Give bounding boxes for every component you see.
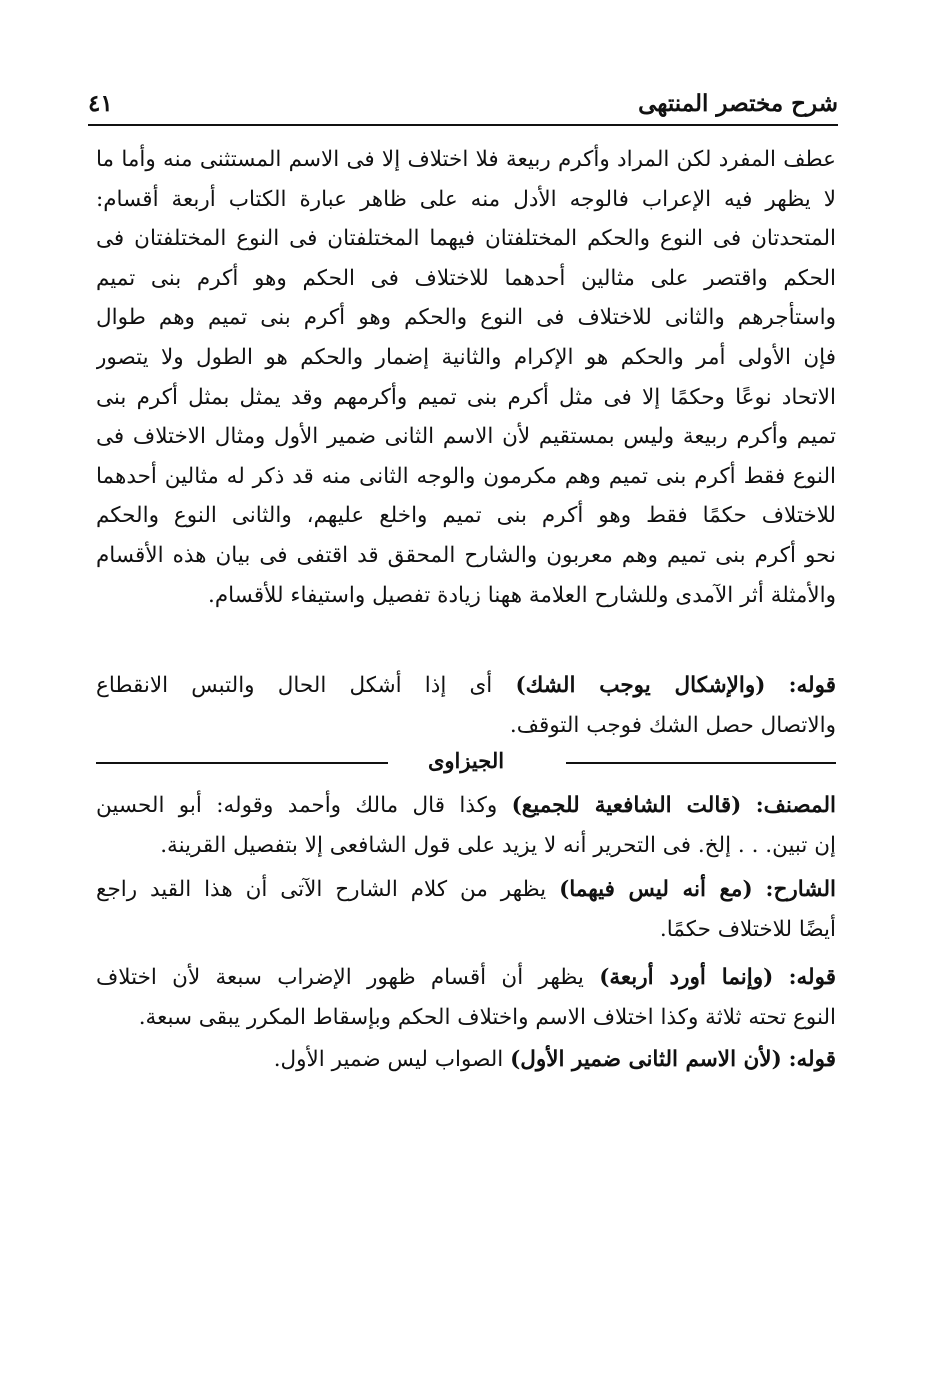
gloss-sharih <box>96 870 836 949</box>
qawl-label: قوله: <box>788 673 836 698</box>
quoted-phrase: (مع أنه ليس فيهما) <box>559 877 753 902</box>
qawl-label: قوله: <box>788 965 836 990</box>
quoted-phrase: (قالت الشافعية للجميع) <box>511 793 742 818</box>
gloss-text: يظهر من كلام الشارح الآتى أن هذا القيد راجع <box>96 877 547 902</box>
quoted-phrase: (والإشكال يوجب الشك) <box>515 673 766 698</box>
text-line <box>96 666 836 706</box>
text-line: إن تبين. . . إلخ. فى التحرير أنه لا يزيد على قول الشافعى إلا بتفصيل القرينة. <box>160 832 836 858</box>
text-line: والأمثلة أثر الآمدى وللشارح العلامة ههنا زيادة تفصيل واستيفاء للأقسام. <box>207 582 836 608</box>
text-line: والاتصال حصل الشك فوجب التوقف. <box>509 712 836 738</box>
commentary-qawl-1 <box>96 666 836 745</box>
main-text <box>96 140 836 615</box>
text-line: لا يظهر فيه الإعراب فالوجه الأدل منه على ظاهر عبارة الكتاب أربعة أقسام: <box>96 186 836 212</box>
text-line: النوع فقط أكرم بنى تميم وهم مكرمون والوجه الثانى منه قد ذكر له مثالين أحدهما <box>96 463 836 489</box>
text-line <box>96 786 836 826</box>
text-line <box>96 1040 836 1080</box>
text-line <box>96 958 836 998</box>
text-line: للاختلاف حكمًا فقط وهو أكرم بنى تميم واخلع عليهم، والثانى النوع والحكم <box>96 503 836 529</box>
gloss-musannif <box>96 786 836 865</box>
text-line: عطف المفرد لكن المراد وأكرم ربيعة فلا اختلاف إلا فى الاسم المستثنى منه وأما ما <box>96 147 836 172</box>
gloss-label: المصنف: <box>755 793 836 818</box>
section-divider <box>96 746 836 776</box>
text-line: نحو أكرم بنى تميم وهم معربون والشارح المحقق قد اقتفى فى بيان هذه الأقسام <box>96 542 836 568</box>
text-line: أيضًا للاختلاف حكمًا. <box>659 916 836 942</box>
text-line: النوع تحته ثلاثة وكذا اختلاف الاسم واختلاف الحكم وبإسقاط المكرر يبقى سبعة. <box>138 1004 836 1030</box>
book-title: شرح مختصر المنتهى <box>638 90 838 117</box>
quoted-phrase: (وإنما أورد أربعة) <box>599 965 774 990</box>
text-line <box>96 870 836 910</box>
gloss-text: يظهر أن أقسام ظهور الإضراب سبعة لأن اختلاف <box>96 965 584 990</box>
gloss-qawl-2 <box>96 958 836 1037</box>
text-line: تميم وأكرم ربيعة وليس بمستقيم لأن الاسم الثانى ضمير الأول ومثال الاختلاف فى <box>96 424 836 450</box>
qawl-label: قوله: <box>788 1047 836 1072</box>
gloss-text: الصواب ليس ضمير الأول. <box>273 1047 504 1072</box>
quoted-phrase: (لأن الاسم الثانى ضمير الأول) <box>510 1047 782 1072</box>
header-rule <box>88 124 838 126</box>
gloss-label: الشارح: <box>765 877 836 902</box>
commentary-text: أى إذا أشكل الحال والتبس الانقطاع <box>96 673 493 698</box>
text-line: فإن الأولى أمر والحكم هو الإكرام والثانية إضمار والحكم هو الطول ولا يتصور <box>96 344 836 370</box>
text-line: واستأجرهم والثانى للاختلاف فى النوع والحكم وهو أكرم بنى تميم وهم طوال <box>96 305 836 331</box>
gloss-text: وكذا قال مالك وأحمد وقوله: أبو الحسين <box>96 793 498 818</box>
text-line: الاتحاد نوعًا وحكمًا إلا فى مثل أكرم بنى تميم وأكرمهم وقد يمثل بمثل أكرم بنى <box>96 384 836 410</box>
divider-rule-left <box>96 762 388 764</box>
divider-label: الجيزاوى <box>427 748 505 773</box>
text-line: المتحدتان فى النوع والحكم المختلفتان فيهما المختلفتان فى النوع المختلفتان فى <box>96 226 836 252</box>
text-line: الحكم واقتصر على مثالين أحدهما للاختلاف فى الحكم وهو أكرم بنى تميم <box>96 265 836 291</box>
running-header <box>88 88 838 128</box>
page-number: ٤١ <box>88 90 113 117</box>
gloss-qawl-3 <box>96 1040 836 1080</box>
